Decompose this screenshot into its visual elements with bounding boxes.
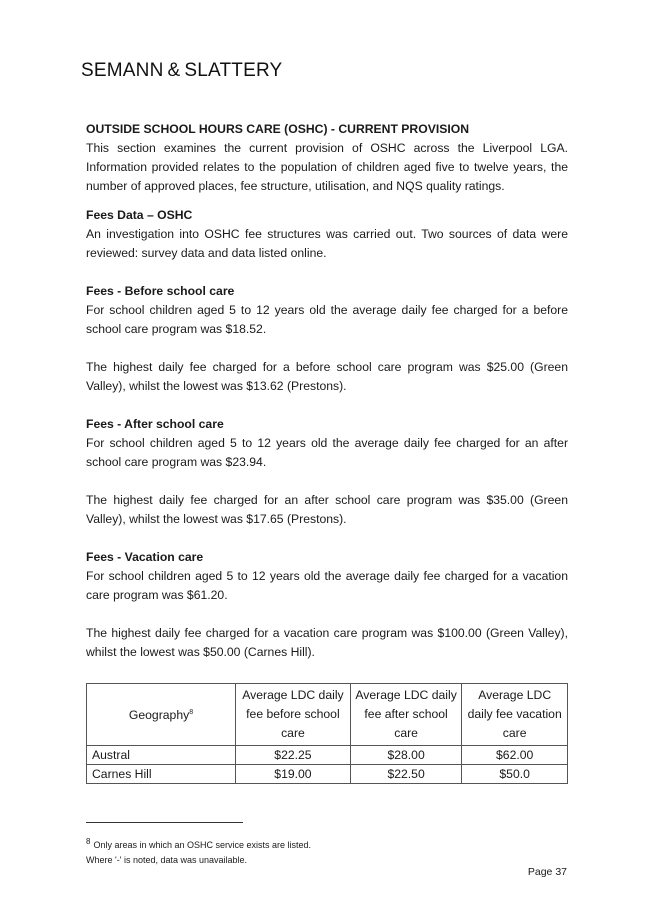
cell-before: $22.25 bbox=[236, 746, 351, 765]
section-body-oshc: This section examines the current provision of OSHC across the Liverpool LGA. Information provided relates to the population of children aged five to twelve years, the number of approved places, fee structure, utilisation, and NQS quality ratings. bbox=[86, 141, 568, 193]
section-heading-before-school: Fees - Before school care bbox=[86, 284, 235, 298]
header-after-school: Average LDC daily fee after school care bbox=[350, 684, 461, 746]
header-before-school: Average LDC daily fee before school care bbox=[236, 684, 351, 746]
section-body-fees-data: An investigation into OSHC fee structures was carried out. Two sources of data were reviewed: survey data and data listed online. bbox=[86, 227, 568, 260]
section-body-before-range: The highest daily fee charged for a before school care program was $25.00 (Green Valley), whilst the lowest was $13.62 (Prestons). bbox=[86, 360, 568, 393]
footnote-divider bbox=[86, 822, 243, 823]
header-vacation: Average LDC daily fee vacation care bbox=[462, 684, 568, 746]
table-row bbox=[87, 765, 568, 784]
cell-after: $22.50 bbox=[350, 765, 461, 784]
section-heading-vacation: Fees - Vacation care bbox=[86, 550, 204, 564]
cell-after: $28.00 bbox=[350, 746, 461, 765]
section-body-before-average: For school children aged 5 to 12 years old the average daily fee charged for a before school care program was $18.52. bbox=[86, 303, 568, 336]
table-row bbox=[87, 746, 568, 765]
section-heading-fees-data: Fees Data – OSHC bbox=[86, 208, 193, 222]
cell-vacation: $62.00 bbox=[462, 746, 568, 765]
section-body-vacation-range: The highest daily fee charged for a vacation care program was $100.00 (Green Valley), whilst the lowest was $50.00 (Carnes Hill). bbox=[86, 626, 568, 659]
cell-geography: Austral bbox=[87, 746, 236, 765]
fees-table bbox=[86, 683, 568, 784]
section-heading-oshc: OUTSIDE SCHOOL HOURS CARE (OSHC) - CURRENT PROVISION bbox=[86, 122, 470, 136]
header-geography-label: Geography bbox=[128, 708, 190, 723]
section-body-after-average: For school children aged 5 to 12 years old the average daily fee charged for an after school care program was $23.94. bbox=[86, 436, 568, 469]
brand-logo: SEMANN & SLATTERY bbox=[81, 60, 283, 81]
header-geography bbox=[87, 684, 236, 746]
footnote bbox=[86, 834, 311, 868]
footnote-text-1: Only areas in which an OSHC service exists are listed. bbox=[93, 840, 312, 850]
footnote-number: 8 bbox=[86, 837, 91, 846]
section-body-vacation-average: For school children aged 5 to 12 years old the average daily fee charged for a vacation care program was $61.20. bbox=[86, 569, 568, 602]
footnote-text-2: Where '-' is noted, data was unavailable. bbox=[86, 855, 248, 865]
cell-before: $19.00 bbox=[236, 765, 351, 784]
table-header-row bbox=[87, 684, 568, 746]
cell-vacation: $50.0 bbox=[462, 765, 568, 784]
cell-geography: Carnes Hill bbox=[87, 765, 236, 784]
footnote-ref: 8 bbox=[189, 709, 194, 717]
document-body bbox=[86, 120, 568, 784]
section-heading-after-school: Fees - After school care bbox=[86, 417, 224, 431]
section-body-after-range: The highest daily fee charged for an after school care program was $35.00 (Green Valley), whilst the lowest was $17.65 (Prestons). bbox=[86, 493, 568, 526]
footnote-line-1 bbox=[86, 834, 311, 853]
page-number: Page 37 bbox=[527, 866, 567, 878]
